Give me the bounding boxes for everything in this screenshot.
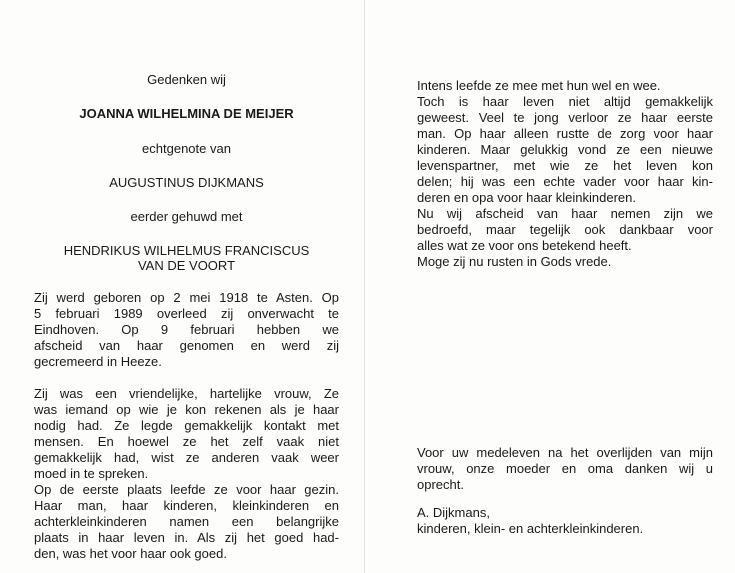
card-fold-line — [364, 0, 365, 573]
text-line: moed in te spreken. — [34, 466, 149, 481]
text-line: 5 februari 1989 overleed zij onverwacht te — [34, 306, 339, 321]
text-line: afscheid van haar genomen en werd zij — [34, 338, 339, 353]
text-line: geweest. Veel te jong verloor ze haar eerste — [417, 110, 713, 125]
text-line: Zij werd geboren op 2 mei 1918 te Asten. Op — [34, 290, 339, 305]
former-spouse-name — [34, 243, 339, 273]
text-line: Op de eerste plaats leefde ze voor haar gezin. — [34, 482, 339, 497]
former-spouse-line: VAN DE VOORT — [137, 258, 236, 273]
text-line: gecremeerd in Heeze. — [34, 354, 162, 369]
text-line: bedroefd, maar tegelijk ook dankbaar voor — [417, 222, 713, 237]
thanks-paragraph — [417, 445, 713, 493]
text-line: Moge zij nu rusten in Gods vrede. — [417, 254, 612, 269]
text-line: Nu wij afscheid van haar nemen zijn we — [417, 206, 713, 221]
deceased-name: JOANNA WILHELMINA DE MEIJER — [79, 106, 294, 121]
text-line: oprecht. — [417, 477, 464, 492]
text-line: kinderen. Maar gelukkig vond ze een nieuwe — [417, 142, 713, 157]
text-line: vrouw, onze moeder en oma danken wij u — [417, 461, 713, 476]
text-line: Toch is haar leven niet altijd gemakkelijk — [417, 94, 713, 109]
former-spouse-intro: eerder gehuwd met — [130, 209, 243, 224]
intro-text: Gedenken wij — [147, 72, 226, 87]
character-paragraph — [34, 386, 339, 562]
biography-paragraph — [34, 290, 339, 370]
text-line: achterkleinkinderen namen een belangrijke — [34, 514, 339, 529]
signature-block — [417, 505, 713, 537]
text-line: plaats in haar leven in. Als zij het goed had- — [34, 530, 339, 545]
text-line: alles wat ze voor ons betekend heeft. — [417, 238, 632, 253]
life-paragraph — [417, 78, 713, 270]
text-line: man. Op haar alleen rustte de zorg voor haar — [417, 126, 713, 141]
text-line: deren en opa voor haar kleinkinderen. — [417, 190, 636, 205]
text-line: gemakkelijk had, wist ze anderen vaak weer — [34, 450, 339, 465]
signature-name: A. Dijkmans, — [417, 505, 490, 520]
text-line: Voor uw medeleven na het overlijden van mijn — [417, 445, 713, 460]
former-spouse-line: HENDRIKUS WILHELMUS FRANCISCUS — [63, 243, 310, 258]
text-line: den, was het voor haar ook goed. — [34, 546, 227, 561]
spouse-intro: echtgenote van — [142, 141, 231, 156]
text-line: Eindhoven. Op 9 februari hebben we — [34, 322, 339, 337]
left-page — [34, 72, 339, 562]
text-line: delen; hij was een echte vader voor haar kin- — [417, 174, 713, 189]
text-line: nodig had. Ze legde gemakkelijk kontakt met — [34, 418, 339, 433]
text-line: mensen. En hoewel ze het zelf vaak niet — [34, 434, 339, 449]
text-line: Zij was een vriendelijke, hartelijke vrouw, Ze — [34, 386, 339, 401]
text-line: Haar man, haar kinderen, kleinkinderen en — [34, 498, 339, 513]
spouse-name: AUGUSTINUS DIJKMANS — [109, 175, 264, 190]
text-line: was iemand op wie je kon rekenen als je haar — [34, 402, 339, 417]
text-line: Intens leefde ze mee met hun wel en wee. — [417, 78, 661, 93]
signature-family: kinderen, klein- en achterkleinkinderen. — [417, 521, 644, 536]
text-line: levenspartner, met wie ze het leven kon — [417, 158, 713, 173]
